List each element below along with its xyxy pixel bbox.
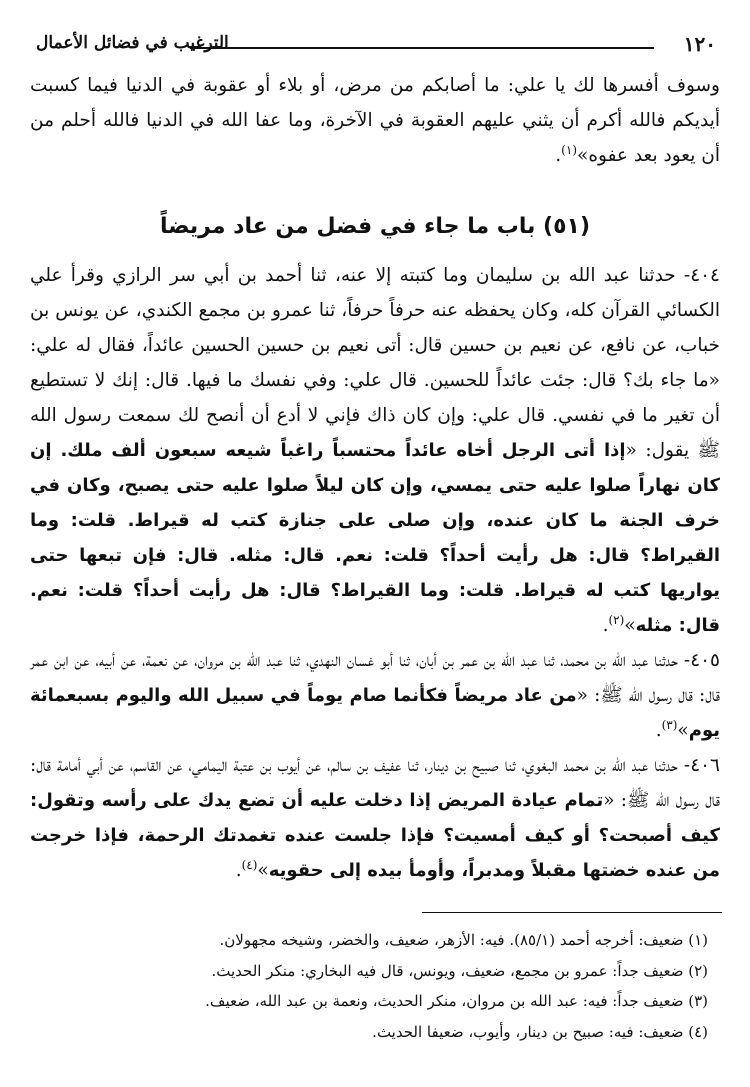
intro-text: وسوف أفسرها لك يا علي: ما أصابكم من مرض، أو بلاء أو عقوبة في الدنيا فيما كسبت أيديكم فالله أكرم أن يثني عليهم العقوبة في الآخرة، وما عفا الله في الدنيا فالله أحلم من أن يعود بعد عفوه» xyxy=(30,75,720,166)
hadith-404-close: » xyxy=(624,615,636,636)
footnote-3: (٣) ضعيف جداً: فيه: عبد الله بن مروان، منكر الحديث، ونعمة بن عبد الله، ضعيف. xyxy=(205,992,708,1010)
hadith-405-matn: من عاد مريضاً فكأنما صام يوماً في سبيل الله واليوم بسبعمائة يوم xyxy=(30,685,720,741)
page-header xyxy=(30,30,720,58)
hadith-406-close: » xyxy=(257,860,269,881)
hadith-406-isnad: ٤٠٦- حدثنا عبد الله بن محمد البغوي، ثنا صبيح بن دينار، ثنا عفيف بن سالم، عن أيوب بن عتبة اليمامي، عن القاسم، عن أبي أمامة قال: قال رسول الله ﷺ: « xyxy=(30,755,720,811)
hadith-406: ٤٠٦- حدثنا عبد الله بن محمد البغوي، ثنا صبيح بن دينار، ثنا عفيف بن سالم، عن أيوب بن عتبة اليمامي، عن القاسم، عن أبي أمامة قال: قال رسول الله ﷺ: «تمام عيادة المريض إذا دخلت عليه أن تضع يدك على رأسه وتقول: كيف أصبحت؟ أو كيف أمسيت؟ فإذا جلست عنده تغمدتك الرحمة، فإذا خرجت من عنده خضتها مقبلاً ومدبراً، وأومأ بيده إلى حقويه»$^{(٤)}$. xyxy=(30,755,720,881)
hadith-404-isnad: ٤٠٤- حدثنا عبد الله بن سليمان وما كتبته إلا عنه، ثنا أحمد بن أبي سر الرازي وقرأ علي الكسائي القرآن كله، وكان يحفظه عنه حرفاً حرفاً، ثنا عمرو بن مجمع الكندي، عن يونس بن خباب، عن نافع، عن نعيم بن حسين قال: أتى نعيم بن حسين الحسين عائداً، فقال له علي: «ما جاء بك؟ قال: جئت عائداً للحسين. قال علي: وفي نفسك ما فيها. قال: إنك لا تستطيع أن تغير ما في نفسي. قال علي: وإن كان ذاك فإني لا أدع أن أنصح لك سمعت رسول الله ﷺ يقول: « xyxy=(30,265,720,461)
hadith-404-matn: إذا أتى الرجل أخاه عائداً محتسباً راغباً شيعه سبعون ألف ملك. إن كان نهاراً صلوا عليه حتى يمسي، وإن كان ليلاً صلوا عليه حتى يصبح، وكان في خرف الجنة ما كان عنده، وإن صلى على جنازة كتب له قيراط. قلت: وما القيراط؟ قال: هل رأيت أحداً؟ قلت: نعم. قال: مثله. قال: فإن تبعها حتى يواريها كتب له قيراط. قلت: وما القيراط؟ قال: هل رأيت أحداً؟ قلت: نعم. قال: مثله xyxy=(30,440,720,636)
intro-paragraph: وسوف أفسرها لك يا علي: ما أصابكم من مرض، أو بلاء أو عقوبة في الدنيا فيما كسبت أيديكم فالله أكرم أن يثني عليهم العقوبة في الآخرة، وما عفا الله في الدنيا فالله أحلم من أن يعود بعد عفوه»$^{(١)}$. xyxy=(30,75,720,166)
running-title: الترغيب في فضائل الأعمال xyxy=(36,33,229,53)
chapter-title: (٥١) باب ما جاء في فضل من عاد مريضاً xyxy=(159,214,590,239)
page-body xyxy=(30,68,720,888)
page-number: ١٢٠ xyxy=(683,32,716,56)
header-rule xyxy=(190,47,654,49)
footnote-2: (٢) ضعيف جداً: عمرو بن مجمع، ضعيف، ويونس، قال فيه البخاري: منكر الحديث. xyxy=(211,961,708,980)
hadith-406-matn: تمام عيادة المريض إذا دخلت عليه أن تضع يدك على رأسه وتقول: كيف أصبحت؟ أو كيف أمسيت؟ فإذا جلست عنده تغمدتك الرحمة، فإذا خرجت من عنده خضتها مقبلاً ومدبراً، وأومأ بيده إلى حقويه xyxy=(30,790,720,881)
hadith-405: ٤٠٥- حدثنا عبد الله بن محمد، ثنا عبد الله بن عمر بن أبان، ثنا أبو غسان النهدي، ثنا عبد الله بن مروان، عن نعمة، عن أبيه، عن ابن عمر قال: قال رسول الله ﷺ: «من عاد مريضاً فكأنما صام يوماً في سبيل الله واليوم بسبعمائة يوم»$^{(٣)}$. xyxy=(30,650,720,741)
hadith-405-isnad: ٤٠٥- حدثنا عبد الله بن محمد، ثنا عبد الله بن عمر بن أبان، ثنا أبو غسان النهدي، ثنا عبد الله بن مروان، عن نعمة، عن أبيه، عن ابن عمر قال: قال رسول الله ﷺ: « xyxy=(30,650,720,706)
footnote-4: (٤) ضعيف: فيه: صبيح بن دينار، وأيوب، ضعيفا الحديث. xyxy=(372,1022,708,1041)
footnote-ref-2: (٢) xyxy=(608,612,625,627)
footnote-ref-1: (١) xyxy=(561,142,577,157)
hadith-404: ٤٠٤- حدثنا عبد الله بن سليمان وما كتبته إلا عنه، ثنا أحمد بن أبي سر الرازي وقرأ علي الكسائي القرآن كله، وكان يحفظه عنه حرفاً حرفاً، ثنا عمرو بن مجمع الكندي، عن يونس بن خباب، عن نافع، عن نعيم بن حسين قال: أتى نعيم بن حسين الحسين عائداً، فقال له علي: «ما جاء بك؟ قال: جئت عائداً للحسين. قال علي: وفي نفسك ما فيها. قال: إنك لا تستطيع أن تغير ما في نفسي. قال علي: وإن كان ذاك فإني لا أدع أن أنصح لك سمعت رسول الله ﷺ يقول: «إذا أتى الرجل أخاه عائداً محتسباً راغباً شيعه سبعون ألف ملك. إن كان نهاراً صلوا عليه حتى يمسي، وإن كان ليلاً صلوا عليه حتى يصبح، وكان في خرف الجنة ما كان عنده، وإن صلى على جنازة كتب له قيراط. قلت: وما القيراط؟ قال: هل رأيت أحداً؟ قلت: نعم. قال: مثله. قال: فإن تبعها حتى يواريها كتب له قيراط. قلت: وما القيراط؟ قال: هل رأيت أحداً؟ قلت: نعم. قال: مثله»$^{(٢)}$. xyxy=(30,265,720,636)
footnote-rule xyxy=(422,912,722,913)
footnotes xyxy=(30,925,720,1047)
footnote-ref-4: (٤) xyxy=(241,857,258,872)
footnote-1: (١) ضعيف: أخرجه أحمد (٨٥/١). فيه: الأزهر، ضعيف، والخضر، وشيخه مجهولان. xyxy=(219,931,708,949)
footnote-ref-3: (٣) xyxy=(661,717,678,732)
hadith-405-close: » xyxy=(677,720,689,741)
